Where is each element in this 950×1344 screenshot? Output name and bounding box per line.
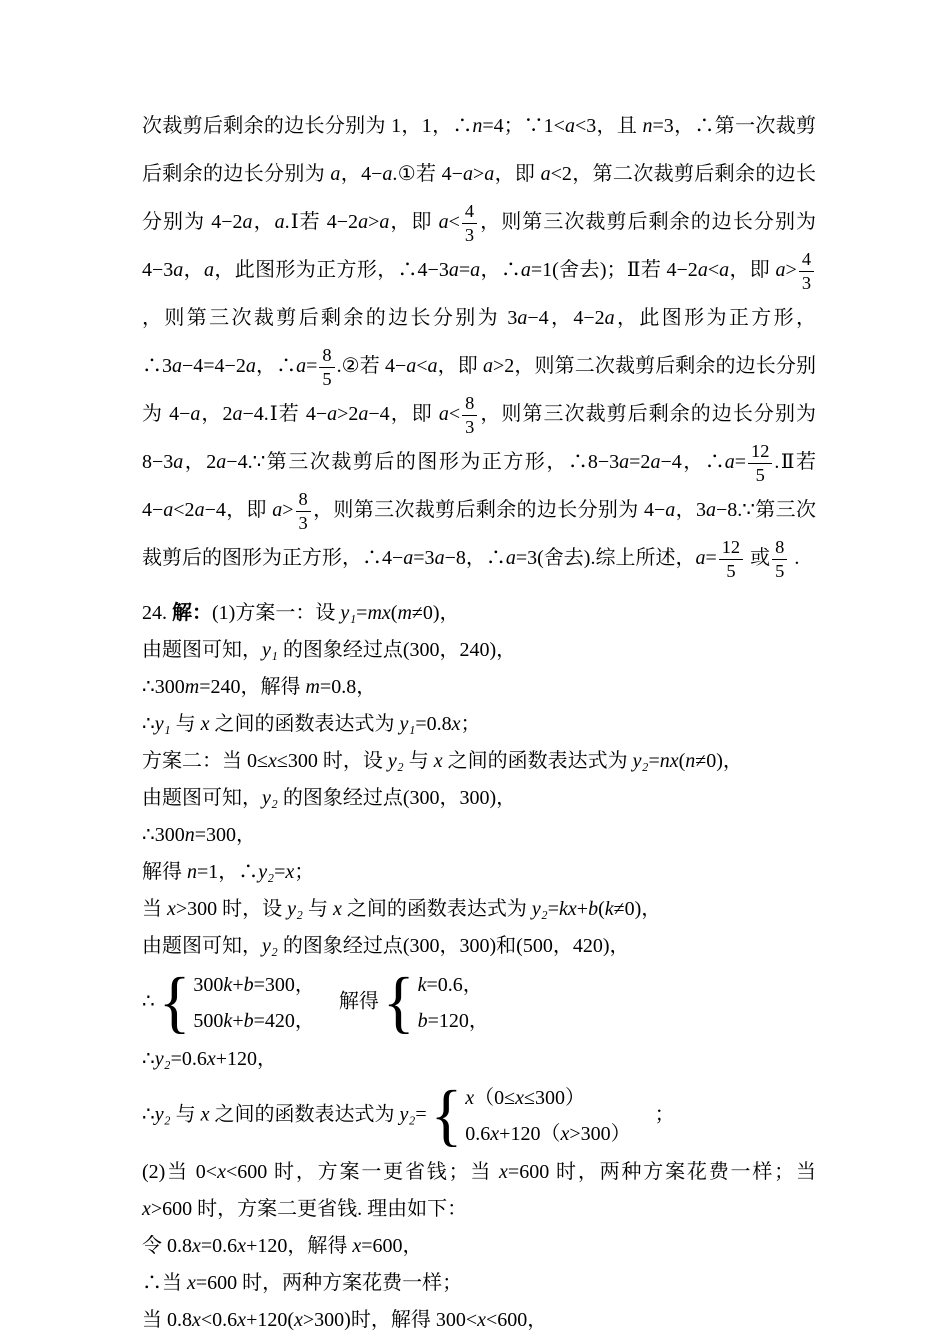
math-variable: a [190,403,201,426]
text-run: ∴ [142,1104,155,1127]
math-variable: y₂ [387,750,404,773]
brace-group [382,964,489,1041]
math-variable: a [484,163,495,185]
math-variable: x [192,1235,201,1258]
math-variable: y₂ [531,898,548,921]
case-row [465,1116,630,1152]
text-run: >600 时，方案二更省钱. 理由如下： [150,1198,468,1221]
answer-24-piecewise [142,1078,816,1154]
fraction-denominator: 3 [465,417,475,438]
text-run: ，4− [340,163,383,185]
text-run: < [448,211,460,233]
text-run: = [547,898,560,921]
math-variable: y₂ [632,750,649,773]
math-variable: a [173,259,184,282]
text-run: >2，则第二次裁剪后剩余的边长分别为 4− [142,355,816,426]
math-variable: m [397,602,412,625]
text-run: +120，解得 [246,1235,353,1258]
math-variable: x [333,898,342,921]
text-run: 与 [170,713,201,736]
text-run: 24. [142,602,172,625]
math-variable: x [451,713,461,736]
text-run: 的图象经过点(300，240)， [277,639,517,662]
text-run: = [734,451,747,474]
math-variable: a [438,211,449,233]
text-run: ， [252,211,275,233]
math-variable: a [272,499,283,522]
math-variable: a [245,355,256,378]
math-variable: x [237,1309,247,1332]
math-variable: x [515,1087,525,1110]
text-run: 的图象经过点(300，300)和(500，420)， [277,935,630,958]
math-variable: b [417,1010,428,1033]
answer-24-line-12 [142,1041,816,1078]
math-variable: a [540,163,551,185]
fraction [319,345,334,390]
text-run: ∴当 [142,1272,187,1295]
math-variable: mx [367,602,391,625]
math-variable: a [434,547,445,570]
math-variable: a [462,163,473,185]
text-run: 由题图可知， [142,639,262,662]
text-run: + [576,898,589,921]
math-variable: a [438,403,449,426]
text-run: +120( [246,1309,295,1332]
math-variable: a [296,355,307,378]
math-variable: x [167,898,176,921]
fraction [296,489,311,534]
math-variable: a [650,451,661,474]
answer-24-line-3 [142,669,816,706]
text-run: = [274,861,286,884]
answer-24-line-5 [142,743,816,780]
math-variable: x [433,750,443,773]
answer-24-line-8 [142,854,816,891]
text-run: = [705,547,717,570]
text-run: ≠0)， [411,602,460,625]
answer-24-line-7 [142,817,816,854]
case-row [418,1003,489,1039]
math-variable: k [223,974,233,997]
math-variable: x [142,1198,151,1221]
fraction [719,537,743,582]
answer-24-line-2 [142,632,816,669]
math-variable: k [417,974,427,997]
text-run: −8，∴ [444,547,506,570]
math-variable: b [243,1010,254,1033]
math-variable: y₁ [340,602,357,625]
math-variable: a [564,115,575,137]
math-variable: x [187,1272,196,1295]
text-run: <2，第二次裁剪后剩余的边长分别为 4−2 [142,163,817,233]
math-variable: y₂ [399,1104,416,1127]
fraction-numerator: 8 [772,537,787,560]
text-run: =0.6 [200,1235,238,1258]
math-variable: x [477,1309,487,1332]
text-run: <0.6 [200,1309,238,1332]
answer-24-line-6 [142,780,816,817]
math-variable: a [604,307,615,330]
text-run: −4，即 [204,499,273,522]
math-variable: a [163,499,174,522]
fraction-denominator: 3 [464,224,475,245]
text-run: 500 [193,1010,224,1033]
text-run: ，2 [183,451,217,474]
text-run: > [282,499,294,522]
text-run: ( [390,602,398,625]
text-run: ∴ [142,1048,155,1071]
answer-24-line-1 [142,595,816,632]
text-run: + [232,1010,244,1033]
math-variable: kx [559,898,577,921]
text-run: .Ⅱ若 4− [142,451,817,522]
text-run: > [785,259,797,282]
math-variable: a [379,211,390,233]
text-run: ，2 [200,403,233,426]
math-variable: a [775,259,786,282]
text-run: 的图象经过点(300，300)， [277,787,517,810]
text-run: >300)时，解得 300< [302,1309,478,1332]
text-run: 300 [193,974,224,997]
math-variable: y₂ [154,1104,171,1127]
fraction-numerator: 8 [296,489,311,512]
text-run: ，即 [389,211,439,233]
math-variable: b [243,974,254,997]
math-variable: x [490,1123,500,1146]
math-variable: a [172,355,182,378]
fraction-numerator: 12 [719,537,743,560]
text-run: =2 [629,451,651,474]
text-run: . [789,547,800,570]
text-run: ； [634,1104,675,1127]
text-run: 由题图可知， [142,787,262,810]
math-variable: nx [659,750,679,773]
text-run: < [448,403,461,426]
math-variable: y₁ [399,713,416,736]
text-run: .①若 4− [392,163,463,185]
text-run: =600 时，两种方案花费一样； [195,1272,463,1295]
math-variable: x [285,861,295,884]
math-variable: a [697,259,708,282]
text-run: <600 时，方案一更省钱；当 [225,1161,500,1184]
text-run: = [415,1104,427,1127]
math-variable: x [200,1104,210,1127]
math-variable: a [695,547,706,570]
fraction-denominator: 3 [298,513,308,534]
fraction-denominator: 5 [775,561,785,582]
text-run: + [232,974,244,997]
text-run: = [458,259,471,282]
text-run: ( [598,898,605,921]
text-run: =600 时，两种方案花费一样；当 [507,1161,816,1184]
text-run: =600， [361,1235,423,1258]
math-variable: x [237,1235,247,1258]
text-run: >300 时，设 [175,898,288,921]
text-run: 次裁剪后剩余的边长分别为 1，1，∴ [142,115,473,137]
fraction-denominator: 5 [726,561,736,582]
text-run: −4，4−2 [527,307,605,330]
text-run: (1)方案一：设 [212,602,341,625]
math-variable: a [327,403,338,426]
text-run: =0.8 [415,713,452,736]
text-run: >300） [569,1123,631,1146]
answer-24-equation-system [142,965,816,1041]
left-brace: { [382,964,415,1041]
math-variable: b [588,898,599,921]
text-run: ∴ [142,713,155,736]
math-variable: a [427,355,438,378]
text-run: ∴300 [142,676,185,699]
math-variable: k [223,1010,233,1033]
text-run: ，此图形为正方形，∴3 [142,307,817,378]
math-variable: y₂ [154,1048,171,1071]
math-variable: a [619,451,630,474]
math-variable: x [267,750,277,773]
text-run: −4=4−2 [182,355,246,378]
case-row [418,967,489,1003]
math-variable: n [685,750,696,773]
math-variable: y₂ [262,935,278,958]
answer-24-line-10 [142,928,816,965]
text-run: ， [183,259,204,282]
fraction [462,393,477,438]
text-run: =3 [413,547,435,570]
fraction-numerator: 8 [462,393,477,416]
math-variable: a [274,211,285,233]
math-variable: n [187,861,197,884]
text-run: ，此图形为正方形，∴4−3 [214,259,449,282]
math-variable: y₁ [154,713,171,736]
text-run: > [472,163,485,185]
math-variable: a [232,403,243,426]
left-brace: { [430,1077,463,1154]
math-variable: a [242,211,253,233]
math-variable: a [724,451,735,474]
text-run: −4.Ⅰ若 4− [242,403,328,426]
text-run: ，则第三次裁剪后剩余的边长分别为 4− [312,499,666,522]
math-variable: a [358,403,369,426]
bold-text: 解： [172,602,212,625]
fraction [462,201,477,246]
text-run: <600， [486,1309,548,1332]
fraction-denominator: 5 [322,369,332,390]
text-run: ； [294,861,315,884]
text-run: −8.∵第三次裁剪后的图形为正方形，∴4− [142,499,816,570]
text-run: （0≤ [474,1087,516,1110]
fraction [772,537,787,582]
text-run: <2 [173,499,195,522]
math-variable: a [194,499,205,522]
text-run: −4，即 [368,403,439,426]
text-run: −4.∵第三次裁剪后的图形为正方形，∴8−3 [226,451,620,474]
text-run: ，即 [729,259,776,282]
text-run: <3，且 [574,115,643,137]
text-run: < [707,259,720,282]
solution-content [142,102,816,1339]
text-run: ( [678,750,686,773]
math-variable: a [173,451,184,474]
text-run: =3(舍去).综上所述， [515,547,696,570]
answer-24-line-17 [142,1302,816,1339]
answer-24-part2-conclusion [142,1154,816,1228]
text-run: =3，∴第一次裁剪后剩余的边长分别为 [142,115,817,185]
fraction-numerator: 4 [462,201,477,224]
text-run: ，则第三次裁剪后剩余的边长分别为 8−3 [142,403,817,474]
text-run: ∴300 [142,824,185,847]
text-run: ，∴ [255,355,297,378]
math-variable: a [482,355,493,378]
text-run: .②若 4− [336,355,407,378]
math-variable: x [200,713,210,736]
text-run: 与 [170,1104,201,1127]
text-run: ≠0)， [613,898,662,921]
text-run: 或 [745,547,771,570]
text-run: ，∴ [480,259,521,282]
math-variable: x [294,1309,303,1332]
math-variable: a [719,259,730,282]
brace-rows [193,967,314,1039]
math-variable: y₂ [262,787,278,810]
text-run: 令 0.8 [142,1235,192,1258]
left-brace: { [158,964,191,1041]
math-variable: a [216,451,227,474]
text-run: =0.6 [170,1048,207,1071]
text-run: =420， [253,1010,315,1033]
math-variable: a [358,211,369,233]
case-row [193,1003,314,1039]
math-variable: m [184,676,200,699]
answer-23-continued [142,102,816,582]
text-run: −4，∴ [660,451,725,474]
text-run: 由题图可知， [142,935,262,958]
text-run: = [648,750,660,773]
text-run: 解得 [142,861,187,884]
math-variable: x [352,1235,362,1258]
text-run: < [416,355,428,378]
math-variable: x [192,1309,201,1332]
math-variable: y₂ [258,861,275,884]
math-variable: n [184,824,195,847]
text-run: (2)当 0< [142,1161,218,1184]
text-run: 之间的函数表达式为 [209,1104,400,1127]
math-variable: a [382,163,393,185]
text-run: ，则第三次裁剪后剩余的边长分别为 4−3 [142,211,817,282]
brace-rows [465,1080,630,1152]
fraction [799,249,814,294]
answer-24-line-9 [142,891,816,928]
case-row [465,1080,630,1116]
math-variable: k [604,898,614,921]
math-variable: a [204,259,214,282]
text-run: > [368,211,380,233]
brace-group [158,964,315,1041]
math-variable: a [406,355,417,378]
text-run: 当 0.8 [142,1309,192,1332]
text-run: 之间的函数表达式为 [209,713,400,736]
text-run: ，3 [675,499,706,522]
math-variable: x [217,1161,226,1184]
text-run: 当 [142,898,167,921]
answer-24-line-4 [142,706,816,743]
text-run: .Ⅰ若 4−2 [284,211,359,233]
brace-group [430,1077,631,1154]
math-variable: x [560,1123,570,1146]
math-variable: x [206,1048,216,1071]
text-run: =0.8， [319,676,377,699]
text-run: 解得 [318,991,379,1014]
text-run: =1(舍去)；Ⅱ若 4−2 [530,259,698,282]
text-run: =1，∴ [197,861,259,884]
text-run: ≠0)， [695,750,743,773]
math-variable: n [642,115,653,137]
math-variable: a [330,163,341,185]
text-run: 0.6 [465,1123,491,1146]
fraction [748,441,772,486]
fraction-denominator: 5 [755,465,765,486]
math-variable: a [517,307,528,330]
text-run: ，即 [437,355,483,378]
text-run: +120（ [499,1123,561,1146]
text-run: 与 [303,898,334,921]
math-variable: a [705,499,716,522]
fraction-numerator: 12 [748,441,772,464]
text-run: =240，解得 [199,676,306,699]
math-variable: a [520,259,531,282]
fraction-numerator: 4 [799,249,814,272]
text-run: ，则第三次裁剪后剩余的边长分别为 3 [142,307,518,330]
text-run: >2 [337,403,359,426]
math-variable: a [470,259,481,282]
text-run: 方案二：当 0≤ [142,750,268,773]
text-run: 之间的函数表达式为 [442,750,633,773]
text-run: =120， [427,1010,489,1033]
text-run: ≤300 时，设 [276,750,388,773]
text-run: ，即 [494,163,541,185]
fraction-numerator: 8 [319,345,334,368]
text-run: =300， [194,824,257,847]
text-run: ≤300） [524,1087,586,1110]
math-variable: n [472,115,483,137]
fraction-denominator: 3 [801,272,812,293]
math-variable: y₁ [262,639,278,662]
math-variable: m [305,676,320,699]
math-variable: a [403,547,414,570]
case-row [193,967,314,1003]
text-run: ； [460,713,481,736]
math-variable: y₂ [287,898,304,921]
text-run: =300， [253,974,315,997]
math-variable: a [505,547,516,570]
text-run: = [356,602,368,625]
math-variable: a [448,259,459,282]
math-variable: a [665,499,676,522]
text-run: = [306,355,318,378]
math-variable: x [499,1161,508,1184]
text-run: ∴ [142,991,155,1014]
text-run: +120， [215,1048,278,1071]
answer-24-line-15 [142,1228,816,1265]
text-run: 与 [403,750,434,773]
answer-24-line-16 [142,1265,816,1302]
math-variable: x [465,1087,475,1110]
text-run: =0.6， [426,974,483,997]
brace-rows [418,967,489,1039]
text-run: 之间的函数表达式为 [341,898,532,921]
text-run: =4；∵1< [482,115,565,137]
